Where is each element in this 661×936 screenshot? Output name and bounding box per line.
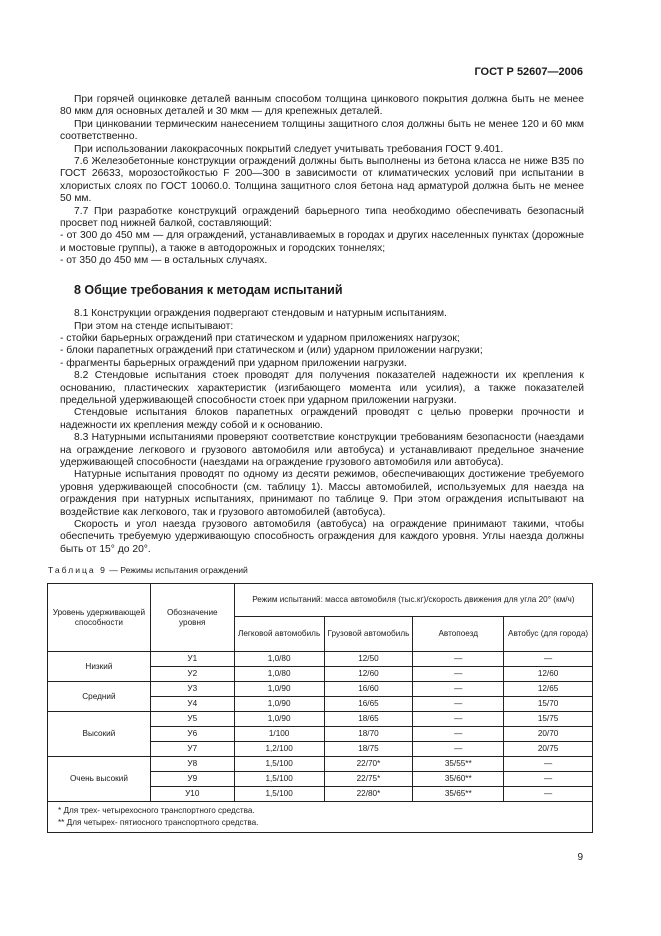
cell-code: У10 xyxy=(150,787,234,802)
page-body xyxy=(60,94,584,556)
cell-code: У2 xyxy=(150,667,234,682)
cell-truck: 16/60 xyxy=(324,682,413,697)
table-row xyxy=(48,682,593,697)
cell-bus: 15/70 xyxy=(504,697,593,712)
table-note: * Для трех- четырехосного транспортного средства. xyxy=(58,806,255,815)
cell-bus: — xyxy=(504,772,593,787)
document-id: ГОСТ Р 52607—2006 xyxy=(474,66,583,78)
cell-bus: — xyxy=(504,757,593,772)
cell-code: У9 xyxy=(150,772,234,787)
header-road-train: Автопоезд xyxy=(413,617,504,652)
cell-bus: 12/65 xyxy=(504,682,593,697)
paragraph-7-7: 7.7 При разработке конструкций ограждений барьерного типа необходимо обеспечивать безопасный просвет под нижней балкой, составляющий: xyxy=(60,205,584,230)
test-modes-table xyxy=(47,583,593,833)
paragraph-8-3: 8.3 Натурными испытаниями проверяют соответствие конструкции требованиям безопасности (наездами на ограждение легкового и грузового автомобиля или автобуса) и устанавливают предельное значение удерживающей способности (наездами на ограждение грузового автомобиля или автобуса). xyxy=(60,432,584,468)
level-cell: Очень высокий xyxy=(48,757,151,802)
cell-car: 1,0/80 xyxy=(234,652,324,667)
cell-bus: 20/70 xyxy=(504,727,593,742)
cell-bus: 12/60 xyxy=(504,667,593,682)
cell-car: 1,5/100 xyxy=(234,787,324,802)
cell-train: — xyxy=(413,682,504,697)
cell-bus: 15/75 xyxy=(504,712,593,727)
paragraph: Скорость и угол наезда грузового автомобиля (автобуса) на ограждение принимают такими, чтобы обеспечить требуемую удерживающую способность ограждения для каждого уровня. Углы наезда должны быть от 15° до 20°. xyxy=(60,519,584,555)
section-heading: 8 Общие требования к методам испытаний xyxy=(74,282,343,297)
cell-truck: 22/80* xyxy=(324,787,413,802)
cell-truck: 22/70* xyxy=(324,757,413,772)
cell-truck: 16/65 xyxy=(324,697,413,712)
header-test-mode: Режим испытаний: масса автомобиля (тыс.кг)/скорость движения для угла 20° (км/ч) xyxy=(234,584,592,617)
paragraph: Натурные испытания проводят по одному из десяти режимов, обеспечивающих достижение требуемого уровня удерживающей способности (см. таблицу 1). Массы автомобилей, используемых для наезда на ограждения при натурных испытаниях, принимают по таблице 9. При этом ограждения испытывают на воздействие как легкового, так и грузового автомобилей (автобуса). xyxy=(60,469,584,518)
cell-car: 1,0/90 xyxy=(234,712,324,727)
cell-train: — xyxy=(413,697,504,712)
cell-code: У3 xyxy=(150,682,234,697)
list-item: - от 350 до 450 мм — в остальных случаях. xyxy=(60,255,268,267)
cell-car: 1,5/100 xyxy=(234,772,324,787)
cell-train: 35/55** xyxy=(413,757,504,772)
cell-truck: 22/75* xyxy=(324,772,413,787)
cell-train: 35/60** xyxy=(413,772,504,787)
paragraph: При горячей оцинковке деталей ванным способом толщина цинкового покрытия должна быть не менее 80 мкм для основных деталей и 30 мкм — для крепежных деталей. xyxy=(60,94,584,118)
cell-code: У8 xyxy=(150,757,234,772)
cell-train: — xyxy=(413,652,504,667)
cell-car: 1,5/100 xyxy=(234,757,324,772)
cell-bus: 20/75 xyxy=(504,742,593,757)
cell-truck: 18/65 xyxy=(324,712,413,727)
cell-truck: 18/75 xyxy=(324,742,413,757)
cell-bus: — xyxy=(504,652,593,667)
cell-car: 1/100 xyxy=(234,727,324,742)
cell-code: У5 xyxy=(150,712,234,727)
header-car: Легковой автомобиль xyxy=(234,617,324,652)
cell-train: — xyxy=(413,712,504,727)
table-row xyxy=(48,652,593,667)
header-bus: Автобус (для города) xyxy=(504,617,593,652)
paragraph: При цинковании термическим нанесением толщины защитного слоя должны быть не менее 120 и 60 мкм соответственно. xyxy=(60,118,584,143)
paragraph-7-6: 7.6 Железобетонные конструкции ограждений должны быть выполнены из бетона класса не ниже В35 по ГОСТ 26633, морозостойкостью F 200—300 в зависимости от климатических условий при испытании в хлористых слоях по ГОСТ 10060.0. Толщина защитного слоя бетона над арматурой должна быть не менее 50 мм. xyxy=(60,156,584,205)
table-caption xyxy=(48,565,248,575)
list-item: - от 300 до 450 мм — для ограждений, устанавливаемых в городах и других населенных пунктах (дорожные и мостовые группы), а также в автодорожных и городских тоннелях; xyxy=(60,230,584,254)
table-row xyxy=(48,712,593,727)
table-note: ** Для четырех- пятиосного транспортного средства. xyxy=(58,818,259,827)
level-cell: Средний xyxy=(48,682,151,712)
cell-train: — xyxy=(413,667,504,682)
header-code: Обозначение уровня xyxy=(150,584,234,652)
cell-car: 1,0/90 xyxy=(234,697,324,712)
paragraph: Стендовые испытания блоков парапетных ограждений проводят с целью проверки прочности и надежности их крепления между собой и к основанию. xyxy=(60,407,584,431)
cell-truck: 12/60 xyxy=(324,667,413,682)
paragraph-8-2: 8.2 Стендовые испытания стоек проводят для получения показателей надежности их крепления к основанию, пластических характеристик (изгибающего момента или усилия), а также показателей предельной удерживающей способности стоек при ударном приложении нагрузки. xyxy=(60,370,584,406)
cell-truck: 12/50 xyxy=(324,652,413,667)
table-caption-label: Таблица 9 xyxy=(48,565,107,575)
header-truck: Грузовой автомобиль xyxy=(324,617,413,652)
cell-train: — xyxy=(413,727,504,742)
list-item: - блоки парапетных ограждений при статическом и (или) ударном приложении нагрузки; xyxy=(60,345,483,357)
cell-code: У4 xyxy=(150,697,234,712)
page-number: 9 xyxy=(577,852,583,863)
table-notes xyxy=(48,802,593,833)
cell-code: У6 xyxy=(150,727,234,742)
table-caption-title: — Режимы испытания ограждений xyxy=(106,565,248,575)
cell-code: У7 xyxy=(150,742,234,757)
paragraph: При этом на стенде испытывают: xyxy=(74,320,234,332)
header-level: Уровень удерживающей способности xyxy=(48,584,151,652)
level-cell: Высокий xyxy=(48,712,151,757)
cell-car: 1,0/90 xyxy=(234,682,324,697)
cell-bus: — xyxy=(504,787,593,802)
cell-car: 1,0/80 xyxy=(234,667,324,682)
list-item: - стойки барьерных ограждений при статическом и ударном приложениях нагрузок; xyxy=(60,332,460,344)
paragraph: При использовании лакокрасочных покрытий следует учитывать требования ГОСТ 9.401. xyxy=(74,143,504,155)
list-item: - фрагменты барьерных ограждений при ударном приложении нагрузки. xyxy=(60,357,407,369)
level-cell: Низкий xyxy=(48,652,151,682)
cell-truck: 18/70 xyxy=(324,727,413,742)
cell-train: 35/65** xyxy=(413,787,504,802)
paragraph-8-1: 8.1 Конструкции ограждения подвергают стендовым и натурным испытаниям. xyxy=(74,308,447,320)
cell-train: — xyxy=(413,742,504,757)
table-row xyxy=(48,757,593,772)
cell-code: У1 xyxy=(150,652,234,667)
cell-car: 1,2/100 xyxy=(234,742,324,757)
